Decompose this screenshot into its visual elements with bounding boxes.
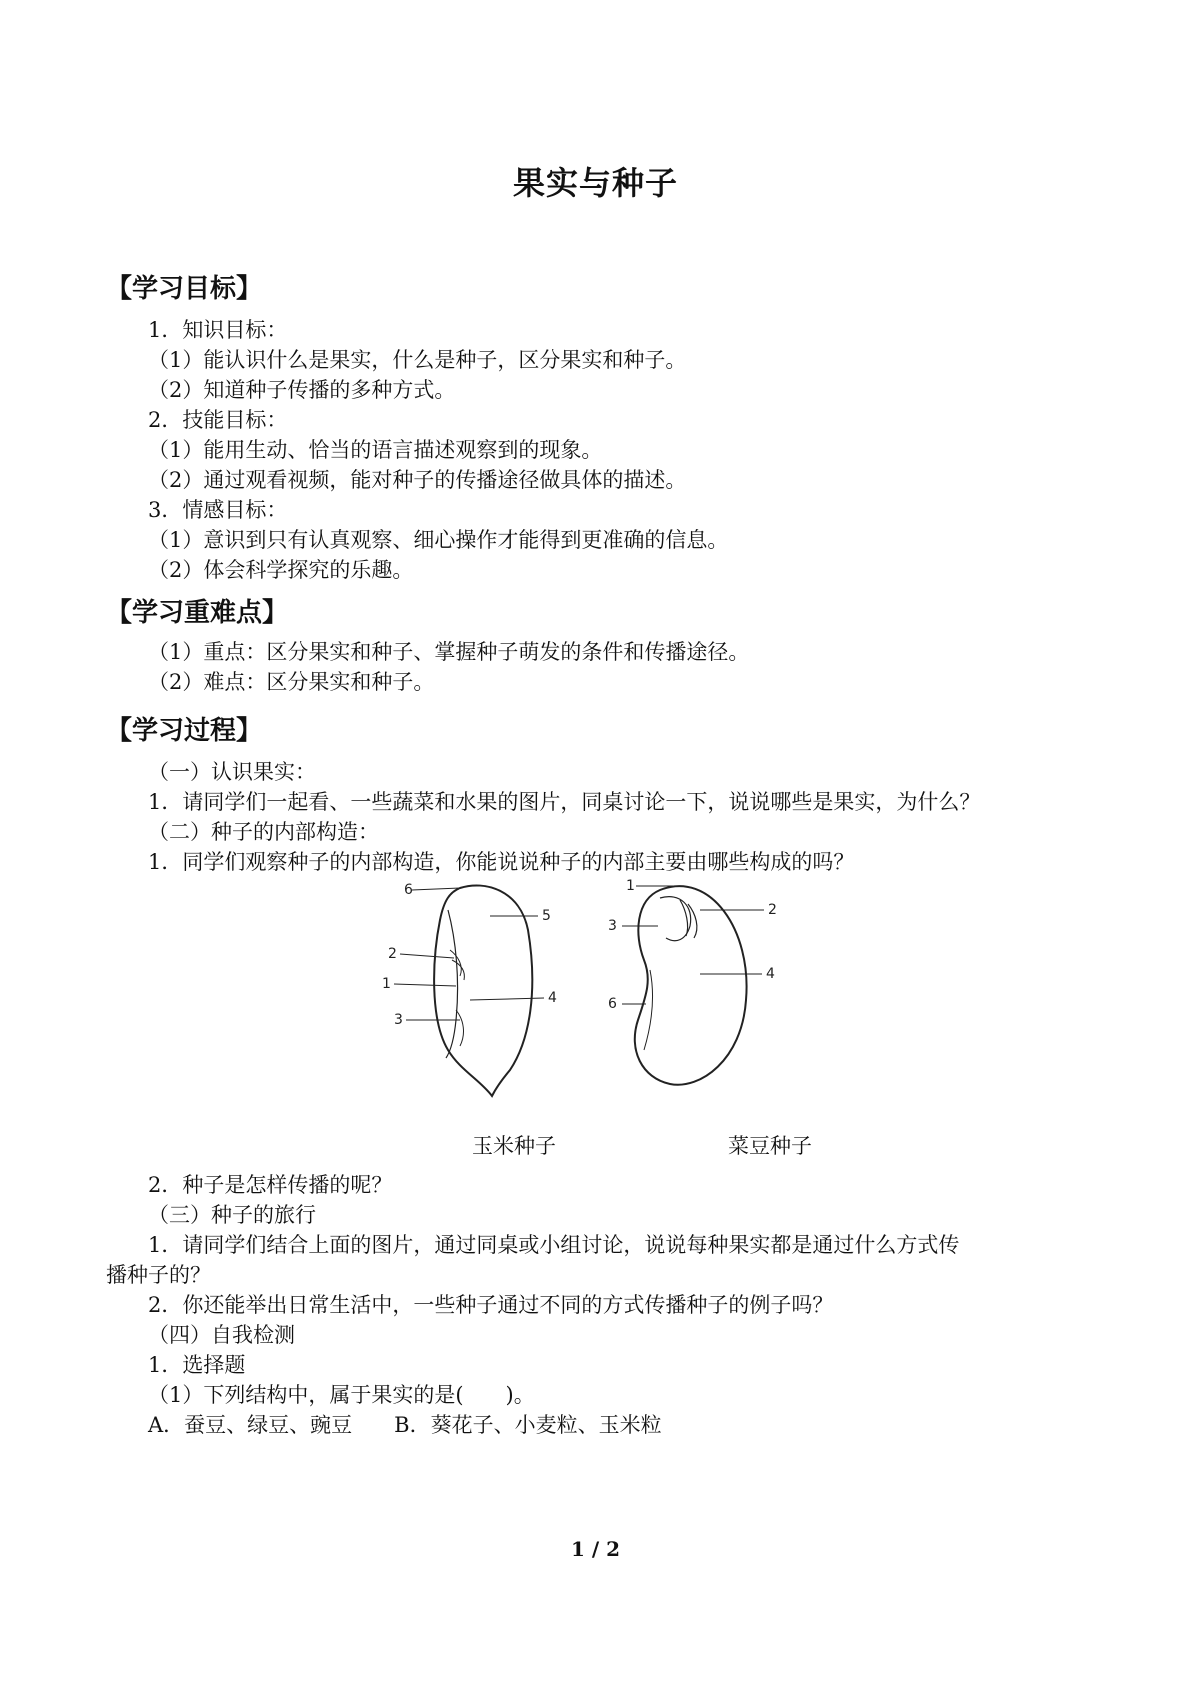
process-line: （四）自我检测 <box>148 1323 295 1347</box>
process-line: 播种子的？ <box>106 1263 211 1287</box>
corn-label: 1 <box>382 976 391 992</box>
bean-label: 3 <box>608 918 617 934</box>
goal-line: 1．知识目标： <box>148 318 288 342</box>
goal-line: （2）通过观看视频，能对种子的传播途径做具体的描述。 <box>148 468 687 492</box>
goal-line: （1）意识到只有认真观察、细心操作才能得到更准确的信息。 <box>148 528 729 552</box>
corn-caption: 玉米种子 <box>472 1134 556 1158</box>
seed-diagrams <box>360 870 840 1110</box>
goal-line: 3．情感目标： <box>148 498 288 522</box>
bean-seed-diagram <box>622 886 764 1085</box>
process-line: 1．请同学们一起看、一些蔬菜和水果的图片，同桌讨论一下，说说哪些是果实，为什么？ <box>148 790 981 814</box>
goal-line: （2）体会科学探究的乐趣。 <box>148 558 414 582</box>
goal-line: 2．技能目标： <box>148 408 288 432</box>
section-heading-keypoints: 【学习重难点】 <box>106 598 289 628</box>
corn-label: 5 <box>542 908 551 924</box>
corn-label: 2 <box>388 946 397 962</box>
goal-line: （1）能认识什么是果实，什么是种子，区分果实和种子。 <box>148 348 687 372</box>
page-title: 果实与种子 <box>512 164 678 202</box>
bean-label: 4 <box>766 966 775 982</box>
page-number: 1 / 2 <box>570 1537 621 1561</box>
bean-label: 1 <box>626 878 635 894</box>
corn-label: 6 <box>404 882 413 898</box>
bean-label: 6 <box>608 996 617 1012</box>
goal-line: （1）能用生动、恰当的语言描述观察到的现象。 <box>148 438 603 462</box>
process-line: 1．同学们观察种子的内部构造，你能说说种子的内部主要由哪些构成的吗？ <box>148 850 855 874</box>
process-line: （二）种子的内部构造： <box>148 820 379 844</box>
process-line: 2．你还能举出日常生活中，一些种子通过不同的方式传播种子的例子吗？ <box>148 1293 834 1317</box>
process-line: 1．请同学们结合上面的图片，通过同桌或小组讨论，说说每种果实都是通过什么方式传 <box>148 1233 960 1257</box>
process-line: （一）认识果实： <box>148 760 316 784</box>
process-line: 1．选择题 <box>148 1353 246 1377</box>
bean-caption: 菜豆种子 <box>728 1134 812 1158</box>
keypoint-line: （1）重点：区分果实和种子、掌握种子萌发的条件和传播途径。 <box>148 640 750 664</box>
corn-label: 4 <box>548 990 557 1006</box>
corn-label: 3 <box>394 1012 403 1028</box>
goal-line: （2）知道种子传播的多种方式。 <box>148 378 456 402</box>
process-line: A．蚕豆、绿豆、豌豆 B．葵花子、小麦粒、玉米粒 <box>148 1413 662 1437</box>
corn-seed-diagram <box>394 885 544 1096</box>
process-line: （1）下列结构中，属于果实的是( )。 <box>148 1383 535 1407</box>
bean-label: 2 <box>768 902 777 918</box>
section-heading-process: 【学习过程】 <box>106 716 263 746</box>
process-line: 2．种子是怎样传播的呢？ <box>148 1173 393 1197</box>
section-heading-goals: 【学习目标】 <box>106 274 263 304</box>
keypoint-line: （2）难点：区分果实和种子。 <box>148 670 435 694</box>
process-line: （三）种子的旅行 <box>148 1203 316 1227</box>
